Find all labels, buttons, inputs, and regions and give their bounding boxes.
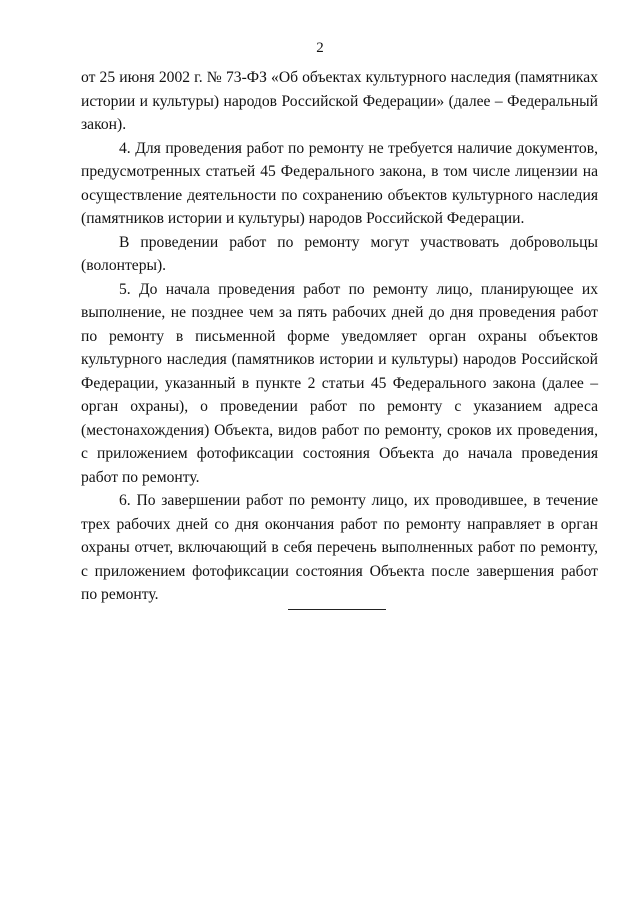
document-body bbox=[81, 66, 598, 607]
paragraph-item-5: 5. До начала проведения работ по ремонту лицо, планирующее их выполнение, не позднее чем за пять рабочих дней до дня проведения работ по ремонту в письменной форме уведомляет орган охраны объектов культурного наследия (памятников истории и культуры) народов Российской Федерации, указанный в пункте 2 статьи 45 Федерального закона (далее – орган охраны), о проведении работ по ремонту с указанием адреса (местонахождения) Объекта, видов работ по ремонту, сроков их проведения, с приложением фотофиксации состояния Объекта до начала проведения работ по ремонту. bbox=[81, 280, 598, 486]
paragraph-item-6: 6. По завершении работ по ремонту лицо, их проводившее, в течение трех рабочих дней со дня окончания работ по ремонту направляет в орган охраны отчет, включающий в себя перечень выполненных работ по ремонту, с приложением фотофиксации состояния Объекта после завершения работ по ремонту. bbox=[81, 492, 598, 603]
paragraph-volunteers: В проведении работ по ремонту могут участвовать добровольцы (волонтеры). bbox=[81, 233, 598, 274]
end-separator-line bbox=[288, 609, 386, 610]
paragraph-continuation: от 25 июня 2002 г. № 73-ФЗ «Об объектах культурного наследия (памятниках истории и культуры) народов Российской Федерации» (далее – Федеральный закон). bbox=[81, 69, 598, 133]
page-number: 2 bbox=[316, 40, 324, 56]
paragraph-item-4: 4. Для проведения работ по ремонту не требуется наличие документов, предусмотренных статьей 45 Федерального закона, в том числе лицензии на осуществление деятельности по сохранению объектов культурного наследия (памятников истории и культуры) народов Российской Федерации. bbox=[81, 139, 598, 227]
